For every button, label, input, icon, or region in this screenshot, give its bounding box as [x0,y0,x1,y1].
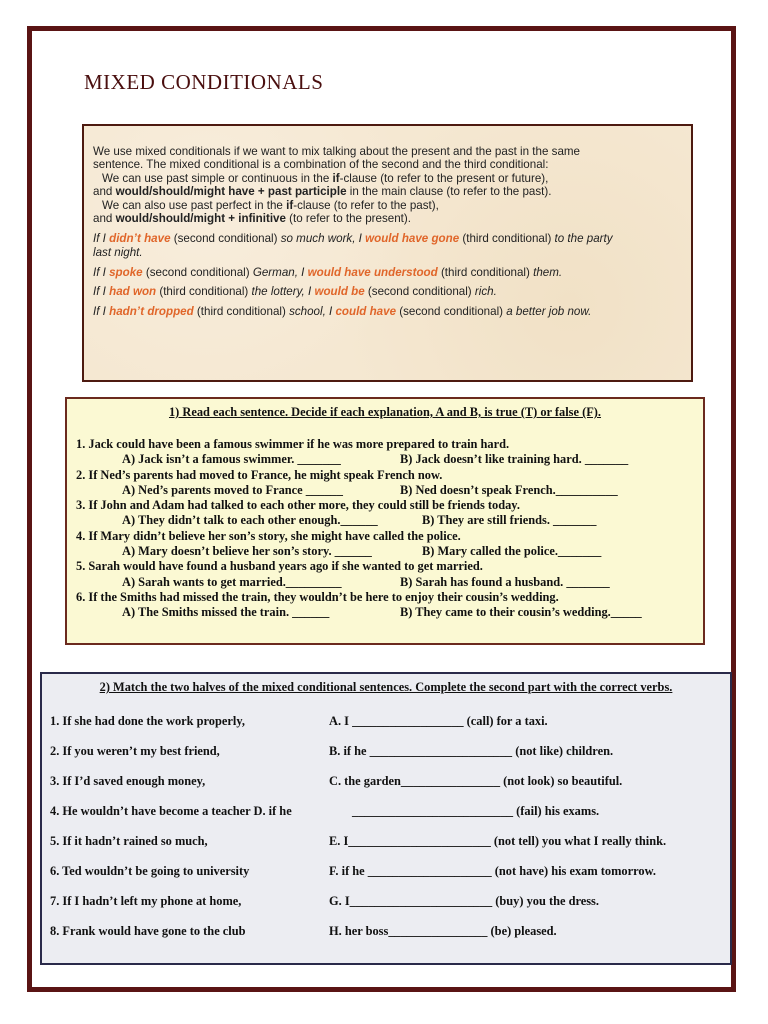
match-right: C. the garden________________ (not look) so beautiful. [329,774,623,788]
option-b: B) Jack doesn’t like training hard. _______ [400,452,629,467]
option-a: A) Jack isn’t a famous swimmer. _______ [122,452,341,467]
match-left: 4. He wouldn’t have become a teacher D. if he [50,804,292,818]
grammar-explanation-box [82,124,693,382]
exercise-1-question: 2. If Ned’s parents had moved to France, he might speak French now. [76,467,443,482]
option-b: B) They came to their cousin’s wedding._____ [400,605,642,620]
match-row [42,713,730,743]
match-row [42,803,730,833]
match-left: 8. Frank would have gone to the club [50,924,246,938]
match-row [42,773,730,803]
rule-2b: and would/should/might + infinitive (to refer to the present). [93,212,411,226]
option-a: A) Mary doesn’t believe her son’s story. ______ [122,544,372,559]
match-left: 2. If you weren’t my best friend, [50,744,220,758]
exercise-1-question: 5. Sarah would have found a husband years ago if she wanted to get married. [76,559,483,574]
match-left: 3. If I’d saved enough money, [50,774,206,788]
page-title: MIXED CONDITIONALS [84,70,324,94]
match-left: 5. If it hadn’t rained so much, [50,834,208,848]
match-row [42,923,730,953]
exercise-1-heading: 1) Read each sentence. Decide if each explanation, A and B, is true (T) or false (F). [168,405,602,419]
match-right: F. if he ____________________ (not have) his exam tomorrow. [329,864,656,878]
option-b: B) Sarah has found a husband. _______ [400,574,610,589]
match-left: 7. If I hadn’t left my phone at home, [50,894,242,908]
match-row [42,743,730,773]
option-b: B) Ned doesn’t speak French.__________ [400,482,618,497]
exercise-1-options [67,575,703,590]
rule-1b: and would/should/might have + past participle in the main clause (to refer to the past). [93,185,552,199]
option-a: A) Ned’s parents moved to France ______ [122,482,343,497]
exercise-1-question: 6. If the Smiths had missed the train, they wouldn’t be here to enjoy their cousin’s wedding. [76,589,559,604]
exercise-1-options [67,452,703,467]
rule-1a: We can use past simple or continuous in the if-clause (to refer to the present or future), [102,171,549,185]
match-right: __________________________ (fail) his exams. [352,804,600,818]
option-b: B) They are still friends. _______ [422,513,597,528]
example-1: If I didn’t have (second conditional) so much work, I would have gone (third conditional) to the party last night. [93,232,613,260]
match-left: 1. If she had done the work properly, [50,714,245,728]
exercise-1-options [67,605,703,620]
rule-2a: We can also use past perfect in the if-clause (to refer to the past), [102,198,439,212]
exercise-1-question: 3. If John and Adam had talked to each other more, they could still be friends today. [76,498,520,513]
exercise-1-box [65,397,705,645]
match-row [42,863,730,893]
example-2: If I spoke (second conditional) German, I would have understood (third conditional) them. [93,265,563,279]
exercise-1-options [67,544,703,559]
match-right: A. I __________________ (call) for a taxi. [329,714,548,728]
option-a: A) They didn’t talk to each other enough.______ [122,513,378,528]
example-4: If I hadn’t dropped (third conditional) school, I could have (second conditional) a better job now. [93,304,592,318]
match-row [42,833,730,863]
match-right: H. her boss________________ (be) pleased. [329,924,557,938]
exercise-1-question: 1. Jack could have been a famous swimmer if he was more prepared to train hard. [76,437,510,451]
option-b: B) Mary called the police._______ [422,544,602,559]
match-left: 6. Ted wouldn’t be going to university [50,864,250,878]
exercise-1-options [67,483,703,498]
intro-line-1: We use mixed conditionals if we want to mix talking about the present and the past in the same [93,145,580,158]
intro-line-2: sentence. The mixed conditional is a combination of the second and the third conditional: [93,158,549,172]
match-row [42,893,730,923]
option-a: A) Sarah wants to get married._________ [122,574,342,589]
match-right: E. I_______________________ (not tell) you what I really think. [329,834,667,848]
exercise-1-question: 4. If Mary didn’t believe her son’s story, she might have called the police. [76,528,461,543]
option-a: A) The Smiths missed the train. ______ [122,605,330,620]
match-right: G. I_______________________ (buy) you the dress. [329,894,599,908]
example-3: If I had won (third conditional) the lottery, I would be (second conditional) rich. [93,285,497,299]
exercise-1-options [67,513,703,528]
match-right: B. if he _______________________ (not like) children. [329,744,614,758]
exercise-2-heading: 2) Match the two halves of the mixed conditional sentences. Complete the second part with the correct verbs. [99,680,673,694]
exercise-2-box [40,672,732,965]
